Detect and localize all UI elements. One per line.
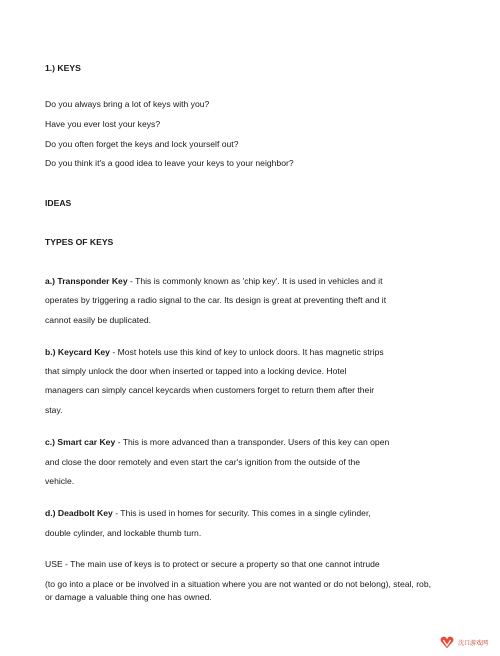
smartcar-term: c.) Smart car Key <box>45 437 116 447</box>
deadbolt-term: d.) Deadbolt Key <box>45 508 113 518</box>
question-2: Have you ever lost your keys? <box>45 119 161 129</box>
smartcar-line-3: vehicle. <box>45 476 75 486</box>
deadbolt-line-2: double cylinder, and lockable thumb turn. <box>45 528 202 538</box>
transponder-term: a.) Transponder Key <box>45 276 128 286</box>
deadbolt-text-1: - This is used in homes for security. This comes in a single cylinder, <box>112 508 371 518</box>
keycard-line-2: that simply unlock the door when inserted or tapped into a locking device. Hotel <box>45 366 347 376</box>
keycard-term: b.) Keycard Key <box>45 347 110 357</box>
question-1: Do you always bring a lot of keys with you? <box>45 99 210 109</box>
smartcar-line-2: and close the door remotely and even start the car's ignition from the outside of the <box>45 457 361 467</box>
smartcar-line-1 <box>45 437 389 448</box>
watermark-logo-icon <box>438 633 456 651</box>
keycard-line-1 <box>45 347 384 358</box>
keycard-line-4: stay. <box>45 405 63 415</box>
use-line-1: USE - The main use of keys is to protect or secure a property so that one cannot intrude <box>45 559 380 569</box>
transponder-line-1 <box>45 276 382 287</box>
use-line-2: (to go into a place or be involved in a situation where you are not wanted or do not belong), steal, rob, <box>45 579 432 589</box>
transponder-line-3: cannot easily be duplicated. <box>45 315 152 325</box>
deadbolt-line-1 <box>45 508 371 519</box>
question-4: Do you think it's a good idea to leave your keys to your neighbor? <box>45 158 294 168</box>
question-3: Do you often forget the keys and lock yourself out? <box>45 139 239 149</box>
watermark-text: 沈口游戏网 <box>458 639 489 647</box>
watermark <box>438 632 496 652</box>
transponder-text-1: - This is commonly known as 'chip key'. It is used in vehicles and it <box>127 276 383 286</box>
types-heading: TYPES OF KEYS <box>45 237 114 247</box>
ideas-heading: IDEAS <box>45 198 72 208</box>
smartcar-text-1: - This is more advanced than a transponder. Users of this key can open <box>115 437 390 447</box>
transponder-line-2: operates by triggering a radio signal to the car. Its design is great at preventing theft and it <box>45 295 387 305</box>
keycard-line-3: managers can simply cancel keycards when customers forget to return them after their <box>45 385 375 395</box>
use-line-3: or damage a valuable thing one has owned. <box>45 592 212 602</box>
keys-heading: 1.) KEYS <box>45 63 81 73</box>
keycard-text-1: - Most hotels use this kind of key to unlock doors. It has magnetic strips <box>109 347 384 357</box>
